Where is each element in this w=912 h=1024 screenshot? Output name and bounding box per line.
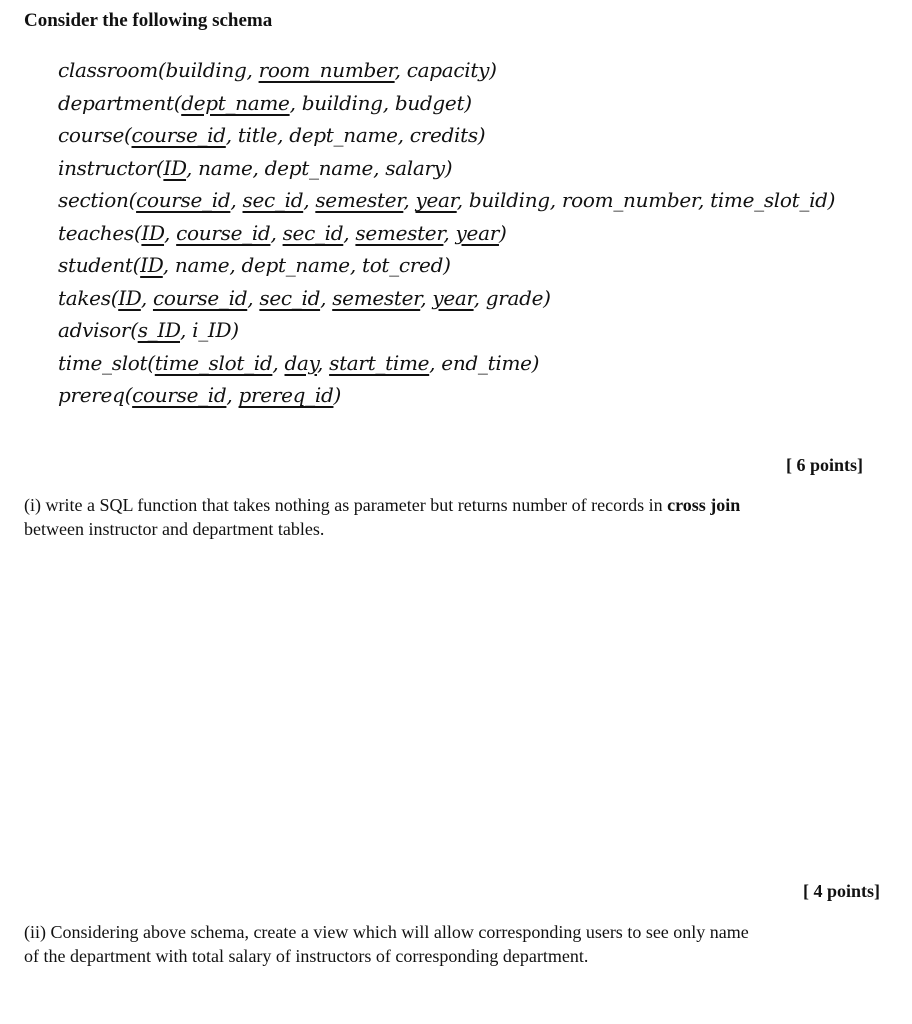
question-1-bold-term: cross join: [667, 495, 741, 515]
key-attribute: sec_id: [259, 285, 321, 310]
attribute: tot_cred: [361, 253, 444, 277]
attribute: building: [468, 188, 550, 212]
key-attribute: course_id: [132, 383, 227, 407]
key-attribute: ID: [141, 220, 165, 245]
key-attribute: s_ID: [137, 318, 180, 342]
relation-name: student: [58, 253, 133, 277]
relation-name: instructor: [58, 155, 156, 180]
relation-name: takes: [58, 285, 111, 310]
key-attribute: prereq_id: [238, 383, 334, 407]
relation-name: section: [58, 188, 129, 212]
attribute: building: [301, 90, 383, 115]
key-attribute: year: [432, 285, 474, 310]
question-1-text: [24, 493, 764, 541]
relation-name: prereq: [58, 383, 125, 407]
relation-name: course: [58, 123, 124, 147]
key-attribute: time_slot_id: [154, 350, 273, 375]
attribute: name: [174, 253, 230, 277]
relation-name: time_slot: [58, 350, 148, 375]
schema-relation-student: student(ID, name, dept_name, tot_cred): [58, 253, 451, 277]
key-attribute: day: [284, 350, 317, 375]
relation-name: classroom: [58, 58, 158, 82]
relation-name: advisor: [58, 318, 131, 342]
schema-relation-section: section(course_id, sec_id, semester, year, building, room_number, time_slot_id): [58, 188, 836, 212]
key-attribute: year: [415, 188, 457, 212]
question-1-text-before: (i) write a SQL function that takes nothing as parameter but returns number of records in: [24, 495, 668, 515]
key-attribute: ID: [118, 285, 141, 310]
schema-relation-classroom: classroom(building, room_number, capacity): [58, 58, 497, 82]
key-attribute: semester: [355, 220, 444, 245]
attribute: salary: [385, 155, 445, 180]
key-attribute: course_id: [136, 188, 231, 212]
key-attribute: course_id: [152, 285, 248, 310]
key-attribute: course_id: [176, 220, 271, 245]
schema-list: [58, 54, 835, 412]
attribute: end_time: [441, 350, 532, 375]
schema-relation-department: department(dept_name, building, budget): [58, 90, 472, 115]
schema-relation-instructor: instructor(ID, name, dept_name, salary): [58, 155, 453, 180]
relation-name: department: [58, 90, 174, 115]
schema-relation-course: course(course_id, title, dept_name, credits): [58, 123, 486, 147]
question-1-points: [ 6 points]: [786, 455, 864, 475]
attribute: time_slot_id: [710, 188, 828, 212]
key-attribute: year: [455, 220, 499, 245]
key-attribute: ID: [163, 155, 187, 180]
relation-name: teaches: [58, 220, 134, 245]
attribute: name: [198, 155, 253, 180]
attribute: budget: [394, 90, 465, 115]
schema-relation-teaches: teaches(ID, course_id, sec_id, semester, year): [58, 220, 507, 245]
schema-relation-takes: takes(ID, course_id, sec_id, semester, year, grade): [58, 285, 551, 310]
key-attribute: semester: [332, 285, 421, 310]
attribute: dept_name: [289, 123, 398, 147]
attribute: building: [165, 58, 247, 82]
attribute: grade: [485, 285, 544, 310]
key-attribute: sec_id: [282, 220, 344, 245]
key-attribute: ID: [140, 253, 163, 277]
page-heading: Consider the following schema: [24, 10, 273, 31]
attribute: room_number: [561, 188, 698, 212]
schema-relation-prereq: prereq(course_id, prereq_id): [58, 383, 341, 407]
schema-relation-advisor: advisor(s_ID, i_ID): [58, 318, 239, 342]
key-attribute: course_id: [131, 123, 226, 147]
attribute: capacity: [406, 58, 490, 82]
question-1-text-after: between instructor and department tables.: [24, 519, 325, 539]
key-attribute: semester: [315, 188, 404, 212]
question-2-points: [ 4 points]: [803, 881, 881, 901]
key-attribute: sec_id: [242, 188, 304, 212]
question-2-text: (ii) Considering above schema, create a view which will allow corresponding users to see only name of the department with total salary of instructors of corresponding department.: [24, 922, 749, 966]
attribute: credits: [409, 123, 478, 147]
key-attribute: dept_name: [181, 90, 290, 115]
attribute: title: [237, 123, 278, 147]
key-attribute: start_time: [329, 350, 430, 375]
attribute: i_ID: [192, 318, 232, 342]
attribute: dept_name: [264, 155, 374, 180]
attribute: dept_name: [241, 253, 350, 277]
schema-relation-time-slot: time_slot(time_slot_id, day, start_time, end_time): [58, 350, 540, 375]
key-attribute: room_number: [258, 58, 395, 82]
